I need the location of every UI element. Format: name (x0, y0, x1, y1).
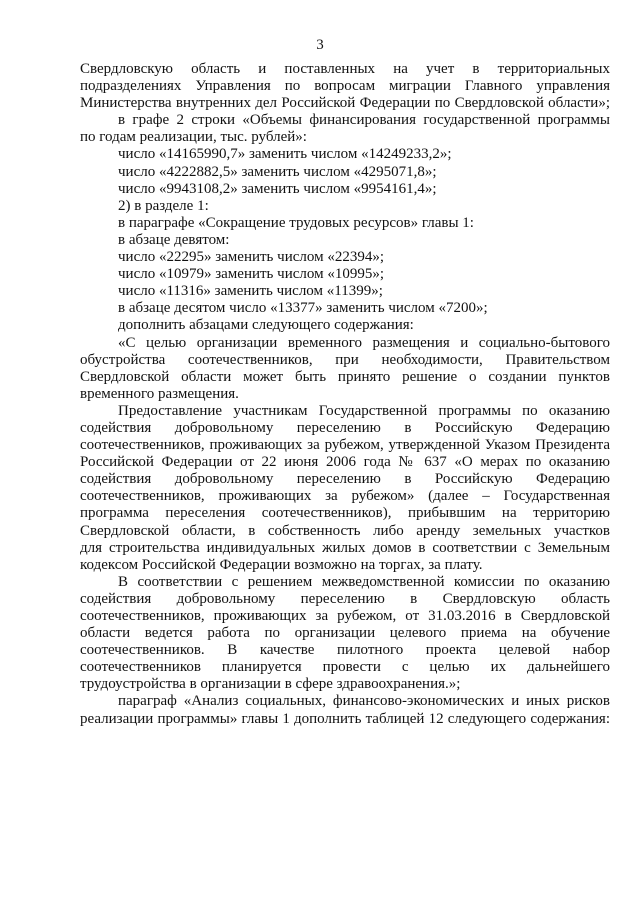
text-line: дополнить абзацами следующего содержания: (118, 317, 414, 334)
text-line: Российской Федерации от 22 июня 2006 года № 637 «О мерах по оказанию (80, 454, 610, 471)
text-line: реализации программы» главы 1 дополнить таблицей 12 следующего содержания: (80, 710, 610, 727)
text-line: число «9943108,2» заменить числом «9954161,4»; (118, 180, 437, 197)
text-line: соотечественников. В качестве пилотного проекта целевой набор (80, 642, 610, 659)
text-line: число «10979» заменить числом «10995»; (118, 266, 384, 283)
text-line: Свердловскую область и поставленных на учет в территориальных (80, 61, 610, 77)
text-line: в абзаце девятом: (118, 231, 230, 248)
text-line: Министерства внутренних дел Российской Федерации по Свердловской области»; (80, 95, 610, 112)
page-number: 3 (316, 37, 324, 53)
text-line: программа переселения соотечественников), прибывшим на территорию (80, 505, 610, 522)
text-line: для строительства индивидуальных жилых домов в соответствии с Земельным (80, 539, 610, 556)
text-line: соотечественников, проживающих за рубежом, от 31.03.2016 в Свердловской (80, 608, 610, 624)
text-line: В соответствии с решением межведомственной комиссии по оказанию (118, 573, 610, 590)
text-line: кодексом Российской Федерации возможно на торгах, за плату. (80, 556, 483, 573)
text-line: подразделениях Управления по вопросам миграции Главного управления (80, 78, 610, 95)
text-line: временного размещения. (80, 385, 239, 402)
text-line: число «14165990,7» заменить числом «14249233,2»; (118, 146, 452, 163)
text-line: «С целью организации временного размещения и социально-бытового (118, 334, 610, 351)
text-line: соотечественников, проживающих за рубежом, утвержденной Указом Президента (80, 437, 610, 454)
text-line: соотечественников планируется провести с целью их дальнейшего (80, 659, 610, 676)
text-line: обустройства соотечественников, при необходимости, Правительством (80, 351, 610, 368)
text-line: по годам реализации, тыс. рублей»: (80, 129, 307, 146)
text-line: области ведется работа по организации целевого приема на обучение (80, 625, 610, 642)
text-line: параграф «Анализ социальных, финансово-экономических и иных рисков (118, 693, 610, 710)
text-line: число «22295» заменить числом «22394»; (118, 249, 384, 266)
text-line: Предоставление участникам Государственной программы по оказанию (118, 402, 610, 419)
text-line: в параграфе «Сокращение трудовых ресурсов» главы 1: (118, 214, 474, 231)
text-line: Свердловской области может быть принято решение о создании пунктов (80, 368, 610, 385)
text-line: в графе 2 строки «Объемы финансирования государственной программы (118, 112, 610, 129)
text-line: число «11316» заменить числом «11399»; (118, 283, 383, 300)
text-line: Свердловской области, в собственность либо аренду земельных участков (80, 522, 610, 539)
text-line: в абзаце десятом число «13377» заменить числом «7200»; (118, 300, 488, 317)
text-line: число «4222882,5» заменить числом «4295071,8»; (118, 163, 437, 180)
text-line: 2) в разделе 1: (118, 197, 209, 214)
document-body (80, 61, 610, 728)
text-line: содействия добровольному переселению в Российскую Федерацию (80, 471, 610, 488)
text-line: трудоустройства в организации в сфере здравоохранения.»; (80, 676, 461, 693)
text-line: содействия добровольному переселению в Российскую Федерацию (80, 419, 610, 436)
text-line: содействия добровольному переселению в Свердловскую область (80, 590, 610, 607)
text-line: соотечественников, проживающих за рубежом» (далее – Государственная (80, 488, 610, 505)
